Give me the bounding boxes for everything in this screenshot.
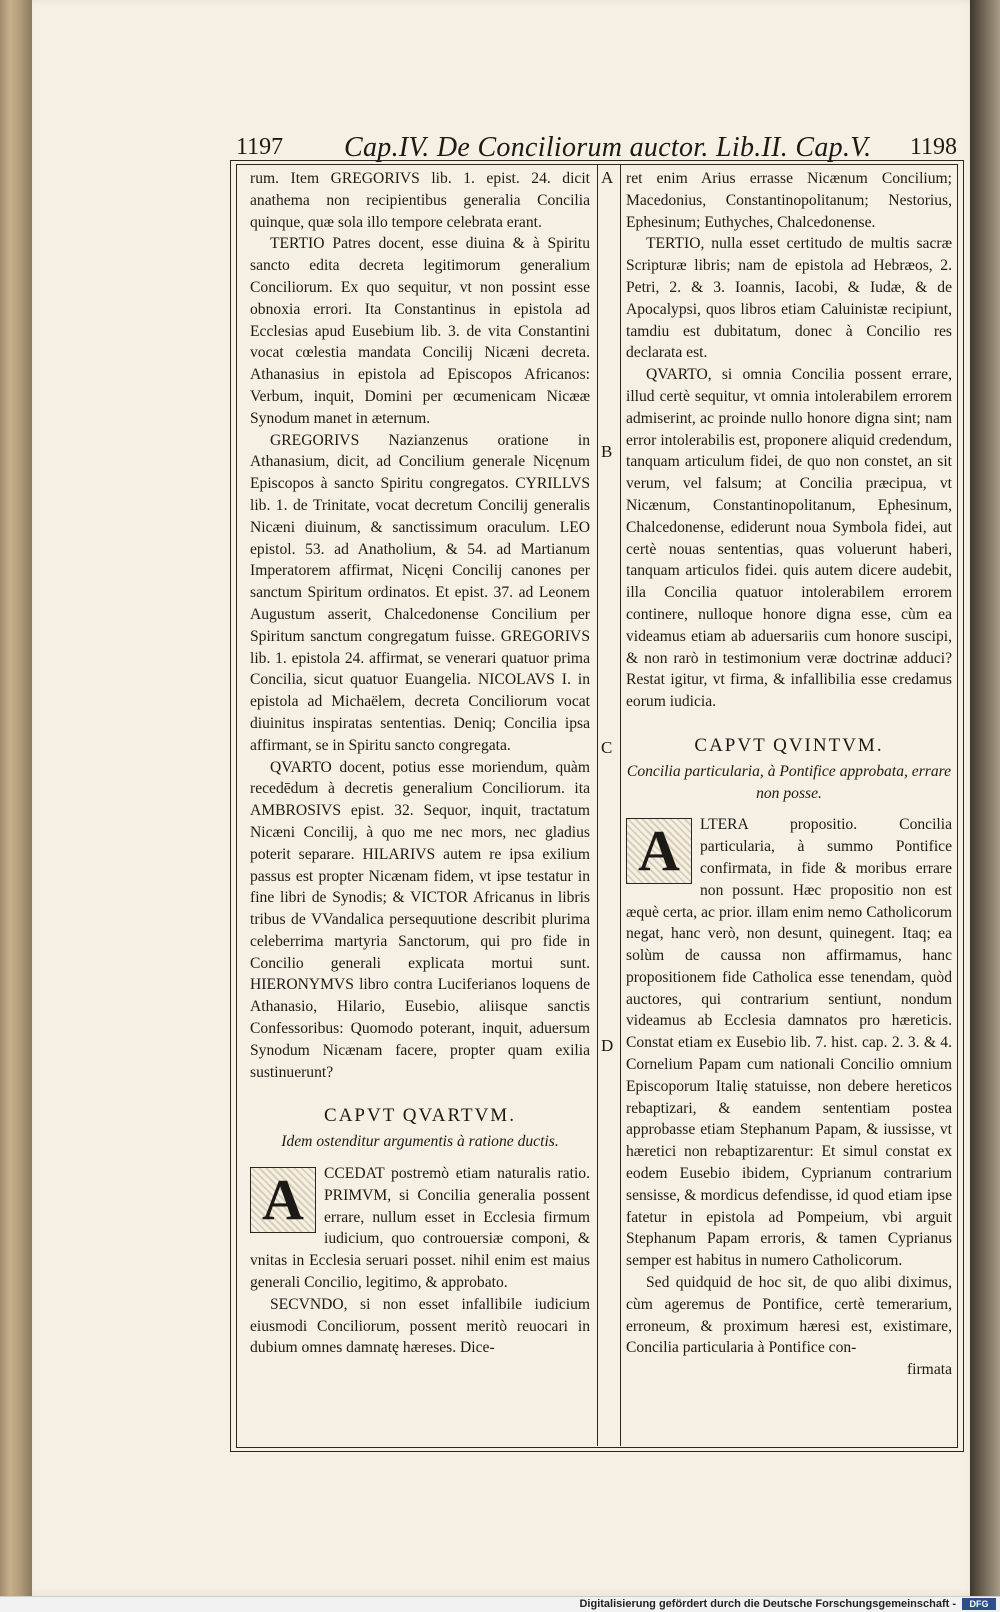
ornamental-initial [250,1167,316,1233]
ornamental-initial [626,818,692,884]
margin-letter-b: B [601,442,613,461]
paragraph: CCEDAT postremò etiam naturalis ratio. PRIMVM, si Concilia generalia possent errare, nullum esset in Ecclesia firmum iudicium, quo controuersiæ componi, & vnitas in Ecclesia seruari posset. nihil enim est maius generali Concilio, legitimo, & approbato. [250,1165,590,1292]
margin-letter-a: A [601,168,614,187]
book-edge [0,0,32,1612]
catchword: firmata [906,1361,952,1379]
paragraph: SECVNDO, si non esset infallibile iudicium eiusmodi Conciliorum, possent meritò reuocari in dubium omnes damnatę hæreses. Dice- [250,1295,590,1357]
initial-letter: A [262,1167,304,1233]
paragraph: ret enim Arius errasse Nicænum Concilium; Macedonius, Constantinopolitanum; Nestorius, Ephesinum; Euthyches, Chalcedonense. [626,170,952,231]
column-rule [597,164,598,1446]
paragraph: GREGORIVS Nazianzenus oratione in Athanasium, dicit, ad Concilium generale Nicęnum Episcopos à sancto Spiritu congregatos. CYRILLVS lib. 1. de Trinitate, vocat decretum Concilij generalis Nicæni diuinum, & sanctissimum oraculum. LEO epistol. 53. ad Anatholium, & 54. ad Martianum Imperatorem affirmat, Nicęni Concilij canones per sanctum Spiritum ordinatos. Et epist. 37. ad Leonem Augustum asserit, Chalcedonense Concilium per Spiritum sanctum congregatum fuisse. GREGORIVS lib. 1. epistola 24. affirmat, se venerari quatuor prima Concilia, sicut quatuor Euangelia. NICOLAVS I. in epistola ad Michaëlem, decreta Conciliorum vocat diuinitus inspiratas sententias. Deniq; Concilia ipsa affirmant, se in Spiritu sancto congregata. [250,431,590,754]
paragraph: TERTIO, nulla esset certitudo de multis sacræ Scripturæ libris; nam de epistola ad Hebræos, 2. Petri, 2. & 3. Ioannis, Iacobi, & Iudæ, & de Apocalypsi, quos libros etiam Caluinistæ recipiunt, tamdiu est dubitatum, donec à Concilio res declarata est. [626,235,952,362]
margin-letter-d: D [601,1036,614,1055]
page-number-right: 1198 [909,134,957,160]
running-title: Cap.IV. De Conciliorum auctor. Lib.II. Cap.V. [344,132,872,163]
dfg-logo: DFG [962,1598,996,1610]
chapter-heading: CAPVT QVINTVM. [694,734,884,756]
right-column [626,168,952,1381]
page-gutter [970,0,1000,1612]
paragraph: QVARTO, si omnia Concilia possent errare, illud certè sequitur, vt omnia intolerabilem errorem admiserint, ac proinde nullo honore digna sint; nam error intolerabilis est, proponere aliquid credendum, tanquam articulum fidei, de quo non constet, an sit verum, vel falsum; at Concilia præcipua, vt Nicænum, Constantinopolitanum, Ephesinum, Chalcedonense, ediderunt noua Symbola fidei, aut certè nouas sententias, quas voluerunt haberi, tanquam articulos fidei. quis autem dicere audebit, illa Concilia quatuor intolerabilem errorem continere, nulloque honore digna esse, cùm ea videamus etiam ab aduersariis cum honore suscipi, & non rarò in testimonium veræ doctrinæ adduci? Restat igitur, vt firma, & infallibilia esse credamus eorum iudicia. [626,366,952,711]
paragraph: rum. Item GREGORIVS lib. 1. epist. 24. dicit anathema non recipientibus generalia Concilia quinque, quæ sola illo tempore celebrata erant. [250,170,590,231]
chapter-subtitle: Idem ostenditur argumentis à ratione ductis. [281,1133,559,1151]
paragraph: QVARTO docent, potius esse moriendum, quàm recedēdum à decretis generalium Conciliorum. ita AMBROSIVS epist. 32. Sequor, inquit, tractatum Nicæni Concilij, à quo me nec mors, nec gladius poterit separare. HILARIVS autem re ipsa exilium passus est propter Nicænam fidem, vt ipse testatur in fine libri de Synodis; & VICTOR Africanus in libris tribus de VVandalica persequutione describit plurima celeberrima martyria Sanctorum, qui pro fide in Concilio generali explicata mortui sunt. HIERONYMVS libro contra Luciferianos loquens de Athanasio, Hilario, Eusebio, aliisque sanctis Confessoribus: Quomodo poterant, inquit, aduersum Synodum Nicænam facere, propter quam exilia sustinuerunt? [250,758,590,1081]
chapter-subtitle: Concilia particularia, à Pontifice approbata, errare non posse. [626,762,952,802]
digitization-footer: Digitalisierung gefördert durch die Deutsche Forschungsgemeinschaft - [0,1596,1000,1612]
column-rule [620,164,621,1446]
paragraph: LTERA propositio. Concilia particularia, à summo Pontifice confirmata, in fide & moribus errare non possunt. Hæc propositio non est æquè certa, ac prior. illam enim nemo Catholicorum negat, hanc verò, non desunt, quinegent. Itaq; ea solùm de caussa non affirmamus, hanc propositionem fide Catholica esse tenendam, quòd auctores, qui contrarium sentiunt, nondum videamus ab Ecclesia damnatos pro hæreticis. Constat etiam ex Eusebio lib. 7. hist. cap. 2. 3. & 4. Cornelium Papam cum nationali Concilio omnium Episcoporum Italię statuisse, non debere hereticos rebaptizari, & eandem sententiam postea approbasse etiam Stephanum Papam, & iussisse, vt hæretici non rebaptizarentur: Et simul constat ex eodem Eusebio ibidem, Cyprianum contrarium sensisse, & mordicus defendisse, id quod etiam ipse fatetur in epistola ad Pompeium, vbi arguit Stephanum Papam erroris, & tamen Cyprianus semper est habitus in numero Catholicorum. [626,816,952,1270]
left-column [250,168,590,1359]
page-number-left: 1197 [236,134,284,160]
paragraph: Sed quidquid de hoc sit, de quo alibi diximus, cùm ageremus de Pontifice, certè temerarium, erroneum, & proximum hæresi est, existimare, Concilia particularia à Pontifice con- [626,1274,952,1357]
initial-letter: A [638,818,680,884]
margin-letter-c: C [601,738,613,757]
paragraph: TERTIO Patres docent, esse diuina & à Spiritu sancto edita decreta legitimorum generalium Conciliorum. Ex quo sequitur, vt non possint esse obnoxia errori. Ita Constantinus in epistola ad Ecclesias apud Eusebium lib. 3. de vita Constantini vocat cœlestia mandata Concilij Nicæni decreta. Athanasius in epistola ad Episcopos Africanos: Verbum, inquit, Domini per œcumenicam Nicææ Synodum manet in æternum. [250,235,590,427]
chapter-heading: CAPVT QVARTVM. [324,1105,516,1127]
